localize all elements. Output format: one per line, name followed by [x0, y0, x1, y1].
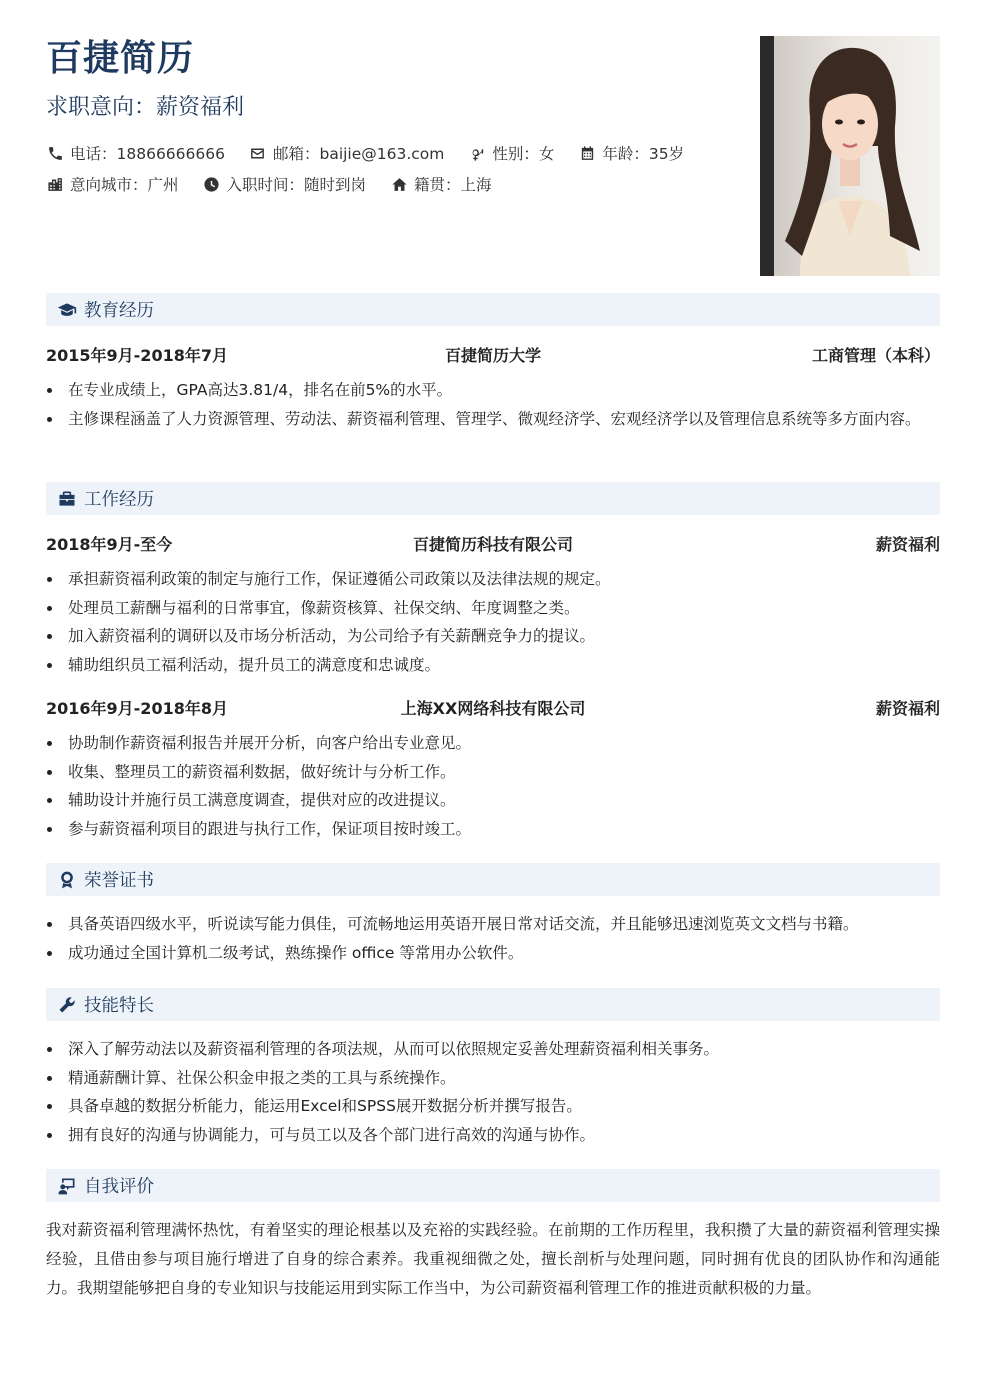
section-honors-header — [46, 863, 940, 896]
job-company: 上海XX网络科技有限公司 — [400, 699, 586, 718]
list-item: 具备卓越的数据分析能力，能运用Excel和SPSS展开数据分析并撰写报告。 — [46, 1092, 940, 1121]
gender-text: 性别：女 — [492, 145, 555, 163]
start-text: 入职时间：随时到岗 — [226, 176, 367, 194]
graduation-cap-icon — [56, 299, 78, 321]
education-school: 百捷简历大学 — [444, 346, 541, 365]
section-work-header — [46, 482, 940, 515]
contact-row-1 — [46, 142, 708, 164]
job-role: 薪资福利 — [875, 699, 940, 718]
self-eval-text: 我对薪资福利管理满怀热忱，有着坚实的理论根基以及充裕的实践经验。在前期的工作历程里，我积攒了大量的薪资福利管理实操经验，且借由参与项目施行增进了自身的综合素养。我重视细微之处，擅长剖析与处理问题，同时拥有优良的团队协作和沟通能力。我期望能够把自身的专业知识与技能运用到实际工作当中，为公司薪资福利管理工作的推进贡献积极的力量。 — [46, 1221, 940, 1297]
wrench-icon — [56, 994, 78, 1016]
candidate-name: 百捷简历 — [46, 38, 195, 79]
list-item: 辅助组织员工福利活动，提升员工的满意度和忠诚度。 — [46, 651, 940, 680]
info-city — [46, 173, 179, 195]
education-entry-row — [46, 343, 940, 367]
list-item: 深入了解劳动法以及薪资福利管理的各项法规，从而可以依照规定妥善处理薪资福利相关事务。 — [46, 1035, 940, 1064]
section-self-eval-title: 自我评价 — [84, 1177, 154, 1197]
briefcase-icon — [56, 488, 78, 510]
section-education-title: 教育经历 — [84, 301, 154, 321]
job-company: 百捷简历科技有限公司 — [412, 535, 573, 554]
info-hometown — [390, 173, 492, 195]
education-date: 2015年9月-2018年7月 — [46, 346, 228, 365]
info-start — [203, 173, 367, 195]
list-item: 加入薪资福利的调研以及市场分析活动，为公司给予有关薪酬竞争力的提议。 — [46, 622, 940, 651]
phone-text: 电话：18866666666 — [70, 145, 225, 163]
info-gender — [468, 142, 554, 164]
list-item: 主修课程涵盖了人力资源管理、劳动法、薪资福利管理、管理学、微观经济学、宏观经济学以及管理信息系统等多方面内容。 — [46, 405, 940, 434]
profile-photo — [760, 36, 940, 276]
list-item: 承担薪资福利政策的制定与施行工作，保证遵循公司政策以及法律法规的规定。 — [46, 565, 940, 594]
clock-icon — [203, 175, 221, 193]
list-item: 在专业成绩上，GPA高达3.81/4，排名在前5%的水平。 — [46, 376, 940, 405]
list-item: 协助制作薪资福利报告并展开分析，向客户给出专业意见。 — [46, 729, 940, 758]
job-2-list — [46, 729, 940, 843]
job-date: 2016年9月-2018年8月 — [46, 699, 228, 718]
list-item: 参与薪资福利项目的跟进与执行工作，保证项目按时竣工。 — [46, 815, 940, 844]
list-item: 具备英语四级水平，听说读写能力俱佳，可流畅地运用英语开展日常对话交流，并且能够迅速浏览英文文档与书籍。 — [46, 910, 940, 939]
section-self-eval-header — [46, 1169, 940, 1202]
work-entry-row — [46, 696, 940, 720]
section-honors-title: 荣誉证书 — [84, 871, 154, 891]
award-icon — [56, 869, 78, 891]
phone-icon — [46, 144, 64, 162]
info-email — [249, 142, 444, 164]
city-icon — [46, 175, 64, 193]
list-item: 精通薪酬计算、社保公积金申报之类的工具与系统操作。 — [46, 1064, 940, 1093]
honors-list — [46, 910, 940, 967]
calendar-icon — [578, 144, 596, 162]
education-list — [46, 376, 940, 433]
age-text: 年龄：35岁 — [602, 145, 685, 163]
email-text: 邮箱：baijie@163.com — [272, 145, 445, 163]
section-skills-header — [46, 988, 940, 1021]
list-item: 拥有良好的沟通与协调能力，可与员工以及各个部门进行高效的沟通与协作。 — [46, 1121, 940, 1150]
gender-icon — [468, 144, 486, 162]
hometown-text: 籍贯：上海 — [414, 176, 492, 194]
comment-user-icon — [56, 1175, 78, 1197]
education-major: 工商管理（本科） — [811, 346, 940, 365]
section-skills-title: 技能特长 — [84, 996, 154, 1016]
job-role: 薪资福利 — [875, 535, 940, 554]
section-work-title: 工作经历 — [84, 490, 154, 510]
work-entry-row — [46, 532, 940, 556]
list-item: 收集、整理员工的薪资福利数据，做好统计与分析工作。 — [46, 758, 940, 787]
job-intent: 求职意向：薪资福利 — [46, 95, 245, 120]
list-item: 成功通过全国计算机二级考试，熟练操作 office 等常用办公软件。 — [46, 939, 940, 968]
section-education-header — [46, 293, 940, 326]
list-item: 处理员工薪酬与福利的日常事宜，像薪资核算、社保交纳、年度调整之类。 — [46, 594, 940, 623]
info-age — [578, 142, 684, 164]
mail-icon — [249, 144, 267, 162]
job-1-list — [46, 565, 940, 679]
home-icon — [390, 175, 408, 193]
job-date: 2018年9月-至今 — [46, 535, 173, 554]
skills-list — [46, 1035, 940, 1149]
contact-row-2 — [46, 173, 516, 195]
list-item: 辅助设计并施行员工满意度调查，提供对应的改进提议。 — [46, 786, 940, 815]
info-phone — [46, 142, 225, 164]
city-text: 意向城市：广州 — [70, 176, 179, 194]
